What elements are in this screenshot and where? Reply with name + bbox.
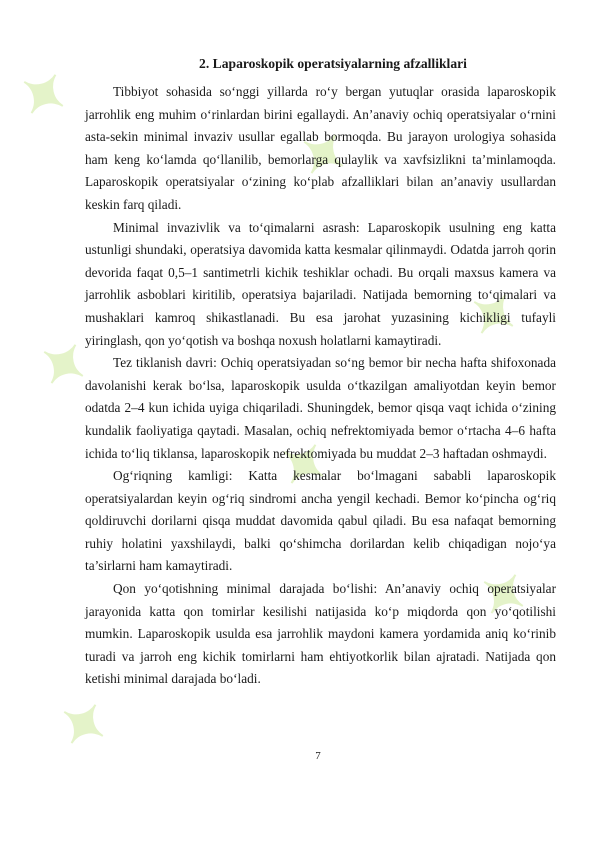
watermark-mark: ✦ <box>452 275 537 354</box>
document-page <box>85 56 556 691</box>
watermark-mark: ✦ <box>282 115 367 194</box>
paragraph: Tibbiyot sohasida so‘nggi yillarda ro‘y bergan yutuqlar orasida laparoskopik jarrohlik eng muhim o‘rinlardan birini egallaydi. An’anaviy ochiq operatsiyalar o‘rnini asta-sekin minimal invaziv usullar egallab bormoqda. Bu jarayon urologiya sohasida ham keng ko‘lamda qo‘llanilib, bemorlarga qulaylik va xavfsizlikni ta’minlamoqda. Laparoskopik operatsiyalar o‘zining ko‘plab afzalliklari bilan an’anaviy usullardan keskin farq qiladi. <box>85 84 556 212</box>
watermark-mark: ✦ <box>262 425 347 504</box>
watermark-mark: ✦ <box>22 325 107 404</box>
paragraph: Og‘riqning kamligi: Katta kesmalar bo‘lmagani sababli laparoskopik operatsiyalardan keyin og‘riq sindromi ancha yengil kechadi. Bemor ko‘pincha og‘riq qoldiruvchi dorilarni qisqa muddat davomida qabul qiladi. Bu esa nafaqat bemorning ruhiy holatini yaxshilaydi, balki qo‘shimcha dorilardan kelib chiqadigan nojo‘ya ta’sirlarni ham kamaytiradi. <box>85 468 556 574</box>
watermark-mark: ✦ <box>462 555 547 634</box>
watermark-mark: ✦ <box>42 685 127 764</box>
paragraph: Minimal invazivlik va to‘qimalarni asrash: Laparoskopik usulning eng katta ustunligi shundaki, operatsiya davomida katta kesmalar qilinmaydi. Odatda jarroh qorin devorida faqat 0,5–1 santimetrli kichik teshiklar ochadi. Bu orqali maxsus kamera va jarrohlik asboblari kiritilib, operatsiya bajariladi. Natijada bemorning to‘qimalari va mushaklari kamroq shikastlanadi. Bu esa jarohat yuzasining kichikligi tufayli yiringlash, qon yo‘qotish va boshqa noxush holatlarni kamaytiradi. <box>85 219 556 348</box>
paragraph: Qon yo‘qotishning minimal darajada bo‘lishi: An’anaviy ochiq operatsiyalar jarayonida katta qon tomirlar kesilishi natijasida ko‘p miqdorda qon yo‘qotilishi mumkin. Laparoskopik usulda esa jarrohlik maydoni kamera yordamida aniq ko‘rinib turadi va jarroh eng kichik tomirlarni ham ehtiyotkorlik bilan ajratadi. Natijada qon ketishi minimal darajada bo‘ladi. <box>85 581 556 687</box>
section-heading: 2. Laparoskopik operatsiyalarning afzalliklari <box>199 56 467 71</box>
page-number: 7 <box>315 750 321 762</box>
paragraph: Tez tiklanish davri: Ochiq operatsiyadan so‘ng bemor bir necha hafta shifoxonada davolanishi kerak bo‘lsa, laparoskopik usulda o‘tkazilgan amaliyotdan keyin bemor odatda 2–4 kun ichida uyiga chiqariladi. Shuningdek, bemor qisqa vaqt ichida o‘zining kundalik faoliyatiga qaytadi. Masalan, ochiq nefrektomiyada bemor o‘rtacha 4–6 hafta ichida to‘liq tiklansa, laparoskopik nefrektomiyada bu muddat 2–3 haftadan oshmaydi. <box>85 355 556 461</box>
watermark-mark: ✦ <box>2 55 87 134</box>
